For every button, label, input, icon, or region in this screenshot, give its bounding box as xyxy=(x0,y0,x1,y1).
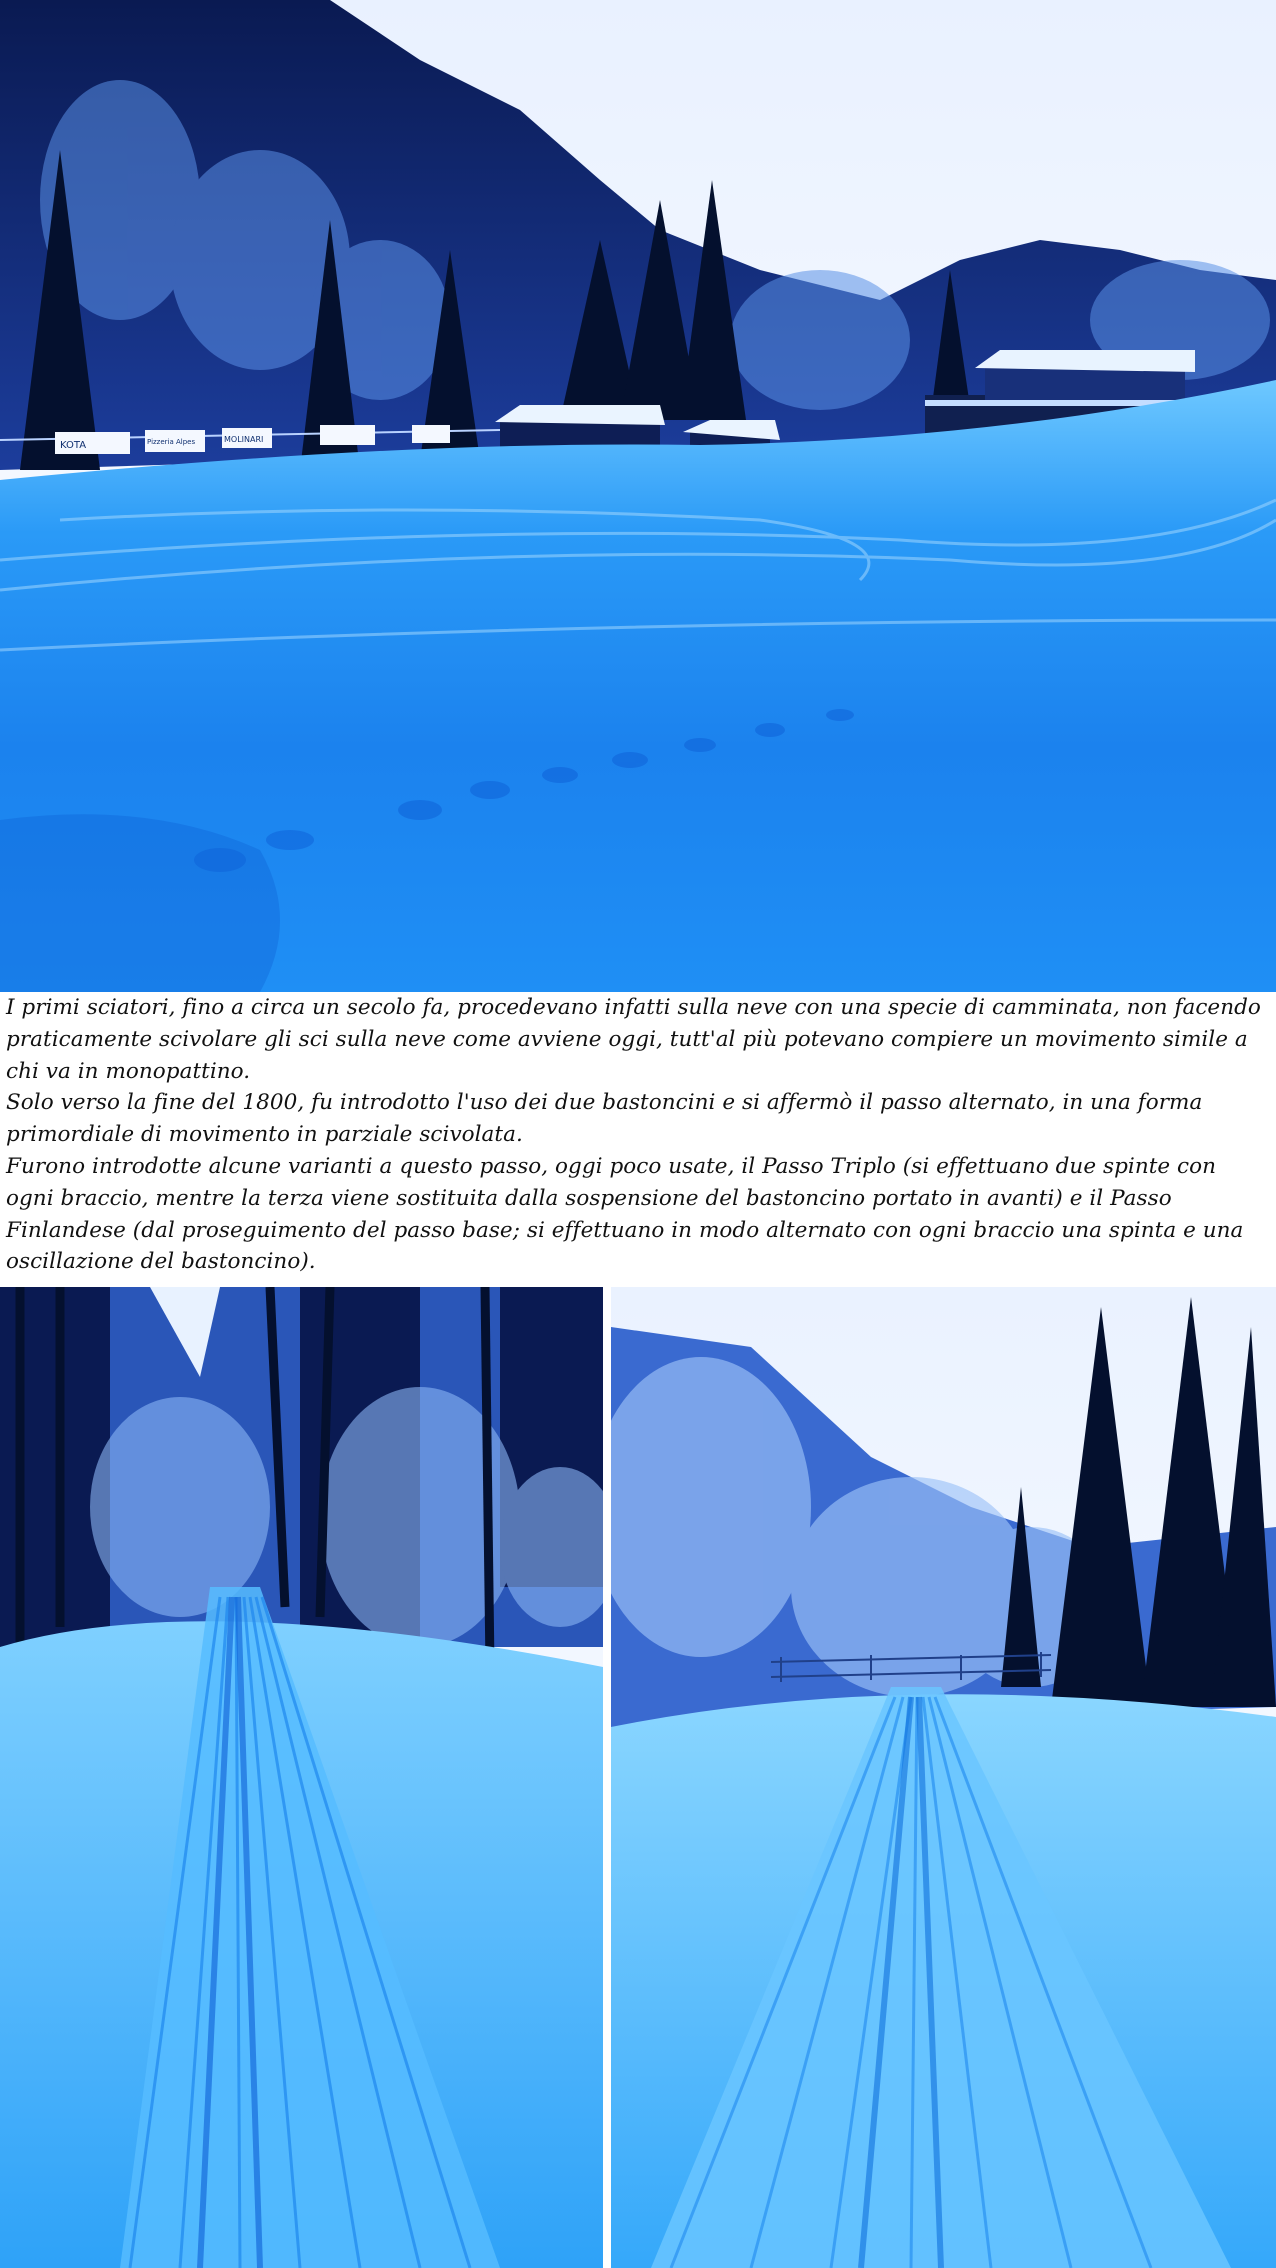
right-trail-image xyxy=(611,1287,1276,2268)
sign-pizzeria: Pizzeria Alpes xyxy=(147,438,196,446)
left-trail-photo xyxy=(0,1287,603,2268)
paragraph-first-skiers: I primi sciatori, fino a circa un secolo fa, procedevano infatti sulla neve con una specie di camminata, non facendo praticamente scivolare gli sci sulla neve come avviene oggi, tutt'al più potevano compiere un movimento simile a chi va in monopattino. xyxy=(6,995,1261,1084)
sign-molinari: MOLINARI xyxy=(224,435,264,444)
top-snow-field-photo xyxy=(0,0,1276,992)
left-trail-image xyxy=(0,1287,603,2268)
paragraph-poles-introduction: Solo verso la fine del 1800, fu introdotto l'uso dei due bastoncini e si affermò il passo alternato, in una forma primordiale di movimento in parziale scivolata. xyxy=(6,1090,1203,1148)
top-snow-field-image xyxy=(0,0,1276,992)
article-text xyxy=(6,992,1270,1284)
paragraph-step-variants: Furono introdotte alcune varianti a questo passo, oggi poco usate, il Passo Triplo (si effettuano due spinte con ogni braccio, mentre la terza viene sostituita dalla sospensione del bastoncino portato in avanti) e il Passo Finlandese (dal proseguimento del passo base; si effettuano in modo alternato con ogni braccio una spinta e una oscillazione del bastoncino). xyxy=(6,1153,1244,1275)
sign-kota: KOTA xyxy=(60,440,87,451)
right-trail-photo xyxy=(611,1287,1276,2268)
